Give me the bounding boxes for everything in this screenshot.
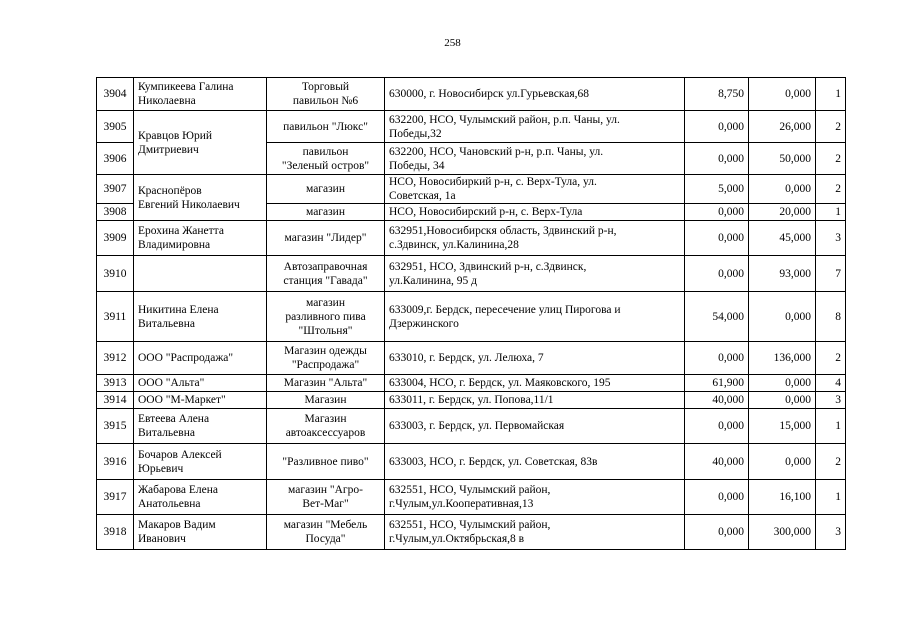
owner-name: Бочаров Алексей Юрьевич — [134, 444, 267, 480]
value-3: 8 — [816, 292, 846, 342]
object-address: 633003, г. Бердск, ул. Первомайская — [385, 409, 685, 444]
value-3: 1 — [816, 409, 846, 444]
value-2: 300,000 — [749, 515, 816, 550]
owner-name: Кравцов Юрий Дмитриевич — [134, 111, 267, 175]
object-type: павильон "Люкс" — [267, 111, 385, 143]
row-number: 3905 — [97, 111, 134, 143]
object-address: НСО, Новосибиркий р-н, с. Верх-Тула, ул. Советская, 1а — [385, 175, 685, 204]
object-address: 633010, г. Бердск, ул. Лелюха, 7 — [385, 342, 685, 375]
row-number: 3909 — [97, 221, 134, 256]
table-row — [97, 78, 846, 111]
row-number: 3906 — [97, 143, 134, 175]
row-number: 3912 — [97, 342, 134, 375]
object-address: 633003, НСО, г. Бердск, ул. Советская, 83в — [385, 444, 685, 480]
table-row — [97, 392, 846, 409]
row-number: 3910 — [97, 256, 134, 292]
table-row — [97, 111, 846, 143]
object-type: Автозаправочная станция "Гавада" — [267, 256, 385, 292]
value-3: 4 — [816, 375, 846, 392]
value-1: 40,000 — [685, 392, 749, 409]
row-number: 3911 — [97, 292, 134, 342]
value-1: 0,000 — [685, 111, 749, 143]
value-3: 2 — [816, 444, 846, 480]
object-type: магазин "Мебель Посуда" — [267, 515, 385, 550]
value-2: 0,000 — [749, 392, 816, 409]
owner-name: Макаров Вадим Иванович — [134, 515, 267, 550]
object-type: магазин "Лидер" — [267, 221, 385, 256]
value-2: 50,000 — [749, 143, 816, 175]
row-number: 3917 — [97, 480, 134, 515]
object-type: магазин — [267, 175, 385, 204]
object-type: Магазин "Альта" — [267, 375, 385, 392]
value-3: 3 — [816, 221, 846, 256]
value-3: 3 — [816, 515, 846, 550]
table-row — [97, 409, 846, 444]
value-1: 0,000 — [685, 342, 749, 375]
row-number: 3904 — [97, 78, 134, 111]
row-number: 3913 — [97, 375, 134, 392]
owner-name: Евтеева Алена Витальевна — [134, 409, 267, 444]
object-address: 632951,Новосибирскя область, Здвинский р-н, с.Здвинск, ул.Калинина,28 — [385, 221, 685, 256]
value-3: 2 — [816, 111, 846, 143]
table-row — [97, 480, 846, 515]
value-1: 0,000 — [685, 256, 749, 292]
value-1: 61,900 — [685, 375, 749, 392]
object-address: 633004, НСО, г. Бердск, ул. Маяковского, 195 — [385, 375, 685, 392]
value-1: 0,000 — [685, 480, 749, 515]
row-number: 3915 — [97, 409, 134, 444]
value-2: 0,000 — [749, 78, 816, 111]
owner-name — [134, 256, 267, 292]
owner-name: Никитина Елена Витальевна — [134, 292, 267, 342]
owner-name: ООО "Альта" — [134, 375, 267, 392]
value-3: 1 — [816, 204, 846, 221]
value-1: 0,000 — [685, 515, 749, 550]
value-1: 54,000 — [685, 292, 749, 342]
table-row — [97, 221, 846, 256]
object-type: магазин разливного пива "Штольня" — [267, 292, 385, 342]
value-2: 15,000 — [749, 409, 816, 444]
object-address: 632551, НСО, Чулымский район, г.Чулым,ул.Октябрьская,8 в — [385, 515, 685, 550]
row-number: 3907 — [97, 175, 134, 204]
table-row — [97, 292, 846, 342]
row-number: 3916 — [97, 444, 134, 480]
object-address: 632200, НСО, Чановский р-н, р.п. Чаны, ул. Победы, 34 — [385, 143, 685, 175]
value-2: 93,000 — [749, 256, 816, 292]
value-2: 45,000 — [749, 221, 816, 256]
table-row — [97, 444, 846, 480]
object-type: Магазин — [267, 392, 385, 409]
table-row — [97, 515, 846, 550]
owner-name: ООО "М-Маркет" — [134, 392, 267, 409]
registry-table — [96, 77, 846, 550]
owner-name: Жабарова Елена Анатольевна — [134, 480, 267, 515]
value-3: 3 — [816, 392, 846, 409]
object-type: магазин "Агро- Вет-Маг" — [267, 480, 385, 515]
object-type: Торговый павильон №6 — [267, 78, 385, 111]
value-3: 1 — [816, 480, 846, 515]
object-address: 633009,г. Бердск, пересечение улиц Пирогова и Дзержинского — [385, 292, 685, 342]
value-2: 26,000 — [749, 111, 816, 143]
page-number: 258 — [444, 37, 461, 49]
object-address: 630000, г. Новосибирск ул.Гурьевская,68 — [385, 78, 685, 111]
row-number: 3918 — [97, 515, 134, 550]
value-1: 0,000 — [685, 409, 749, 444]
value-2: 0,000 — [749, 375, 816, 392]
value-1: 5,000 — [685, 175, 749, 204]
owner-name: Ерохина Жанетта Владимировна — [134, 221, 267, 256]
value-1: 0,000 — [685, 143, 749, 175]
table-row — [97, 375, 846, 392]
object-address: 632951, НСО, Здвинский р-н, с.Здвинск, ул.Калинина, 95 д — [385, 256, 685, 292]
row-number: 3908 — [97, 204, 134, 221]
object-address: 632200, НСО, Чулымский район, р.п. Чаны, ул. Победы,32 — [385, 111, 685, 143]
row-number: 3914 — [97, 392, 134, 409]
object-type: павильон "Зеленый остров" — [267, 143, 385, 175]
object-type: Магазин одежды "Распродажа" — [267, 342, 385, 375]
value-2: 0,000 — [749, 292, 816, 342]
owner-name: ООО "Распродажа" — [134, 342, 267, 375]
table-row — [97, 256, 846, 292]
value-3: 2 — [816, 342, 846, 375]
owner-name: Краснопёров Евгений Николаевич — [134, 175, 267, 221]
value-1: 40,000 — [685, 444, 749, 480]
object-address: НСО, Новосибирский р-н, с. Верх-Тула — [385, 204, 685, 221]
object-type: магазин — [267, 204, 385, 221]
value-2: 0,000 — [749, 175, 816, 204]
value-3: 7 — [816, 256, 846, 292]
object-type: Магазин автоаксессуаров — [267, 409, 385, 444]
value-1: 8,750 — [685, 78, 749, 111]
value-1: 0,000 — [685, 204, 749, 221]
value-2: 0,000 — [749, 444, 816, 480]
value-2: 136,000 — [749, 342, 816, 375]
owner-name: Кумпикеева Галина Николаевна — [134, 78, 267, 111]
value-2: 16,100 — [749, 480, 816, 515]
object-type: "Разливное пиво" — [267, 444, 385, 480]
object-address: 633011, г. Бердск, ул. Попова,11/1 — [385, 392, 685, 409]
value-1: 0,000 — [685, 221, 749, 256]
object-address: 632551, НСО, Чулымский район, г.Чулым,ул.Кооперативная,13 — [385, 480, 685, 515]
value-2: 20,000 — [749, 204, 816, 221]
table-row — [97, 175, 846, 204]
value-3: 2 — [816, 143, 846, 175]
value-3: 1 — [816, 78, 846, 111]
table-row — [97, 342, 846, 375]
value-3: 2 — [816, 175, 846, 204]
